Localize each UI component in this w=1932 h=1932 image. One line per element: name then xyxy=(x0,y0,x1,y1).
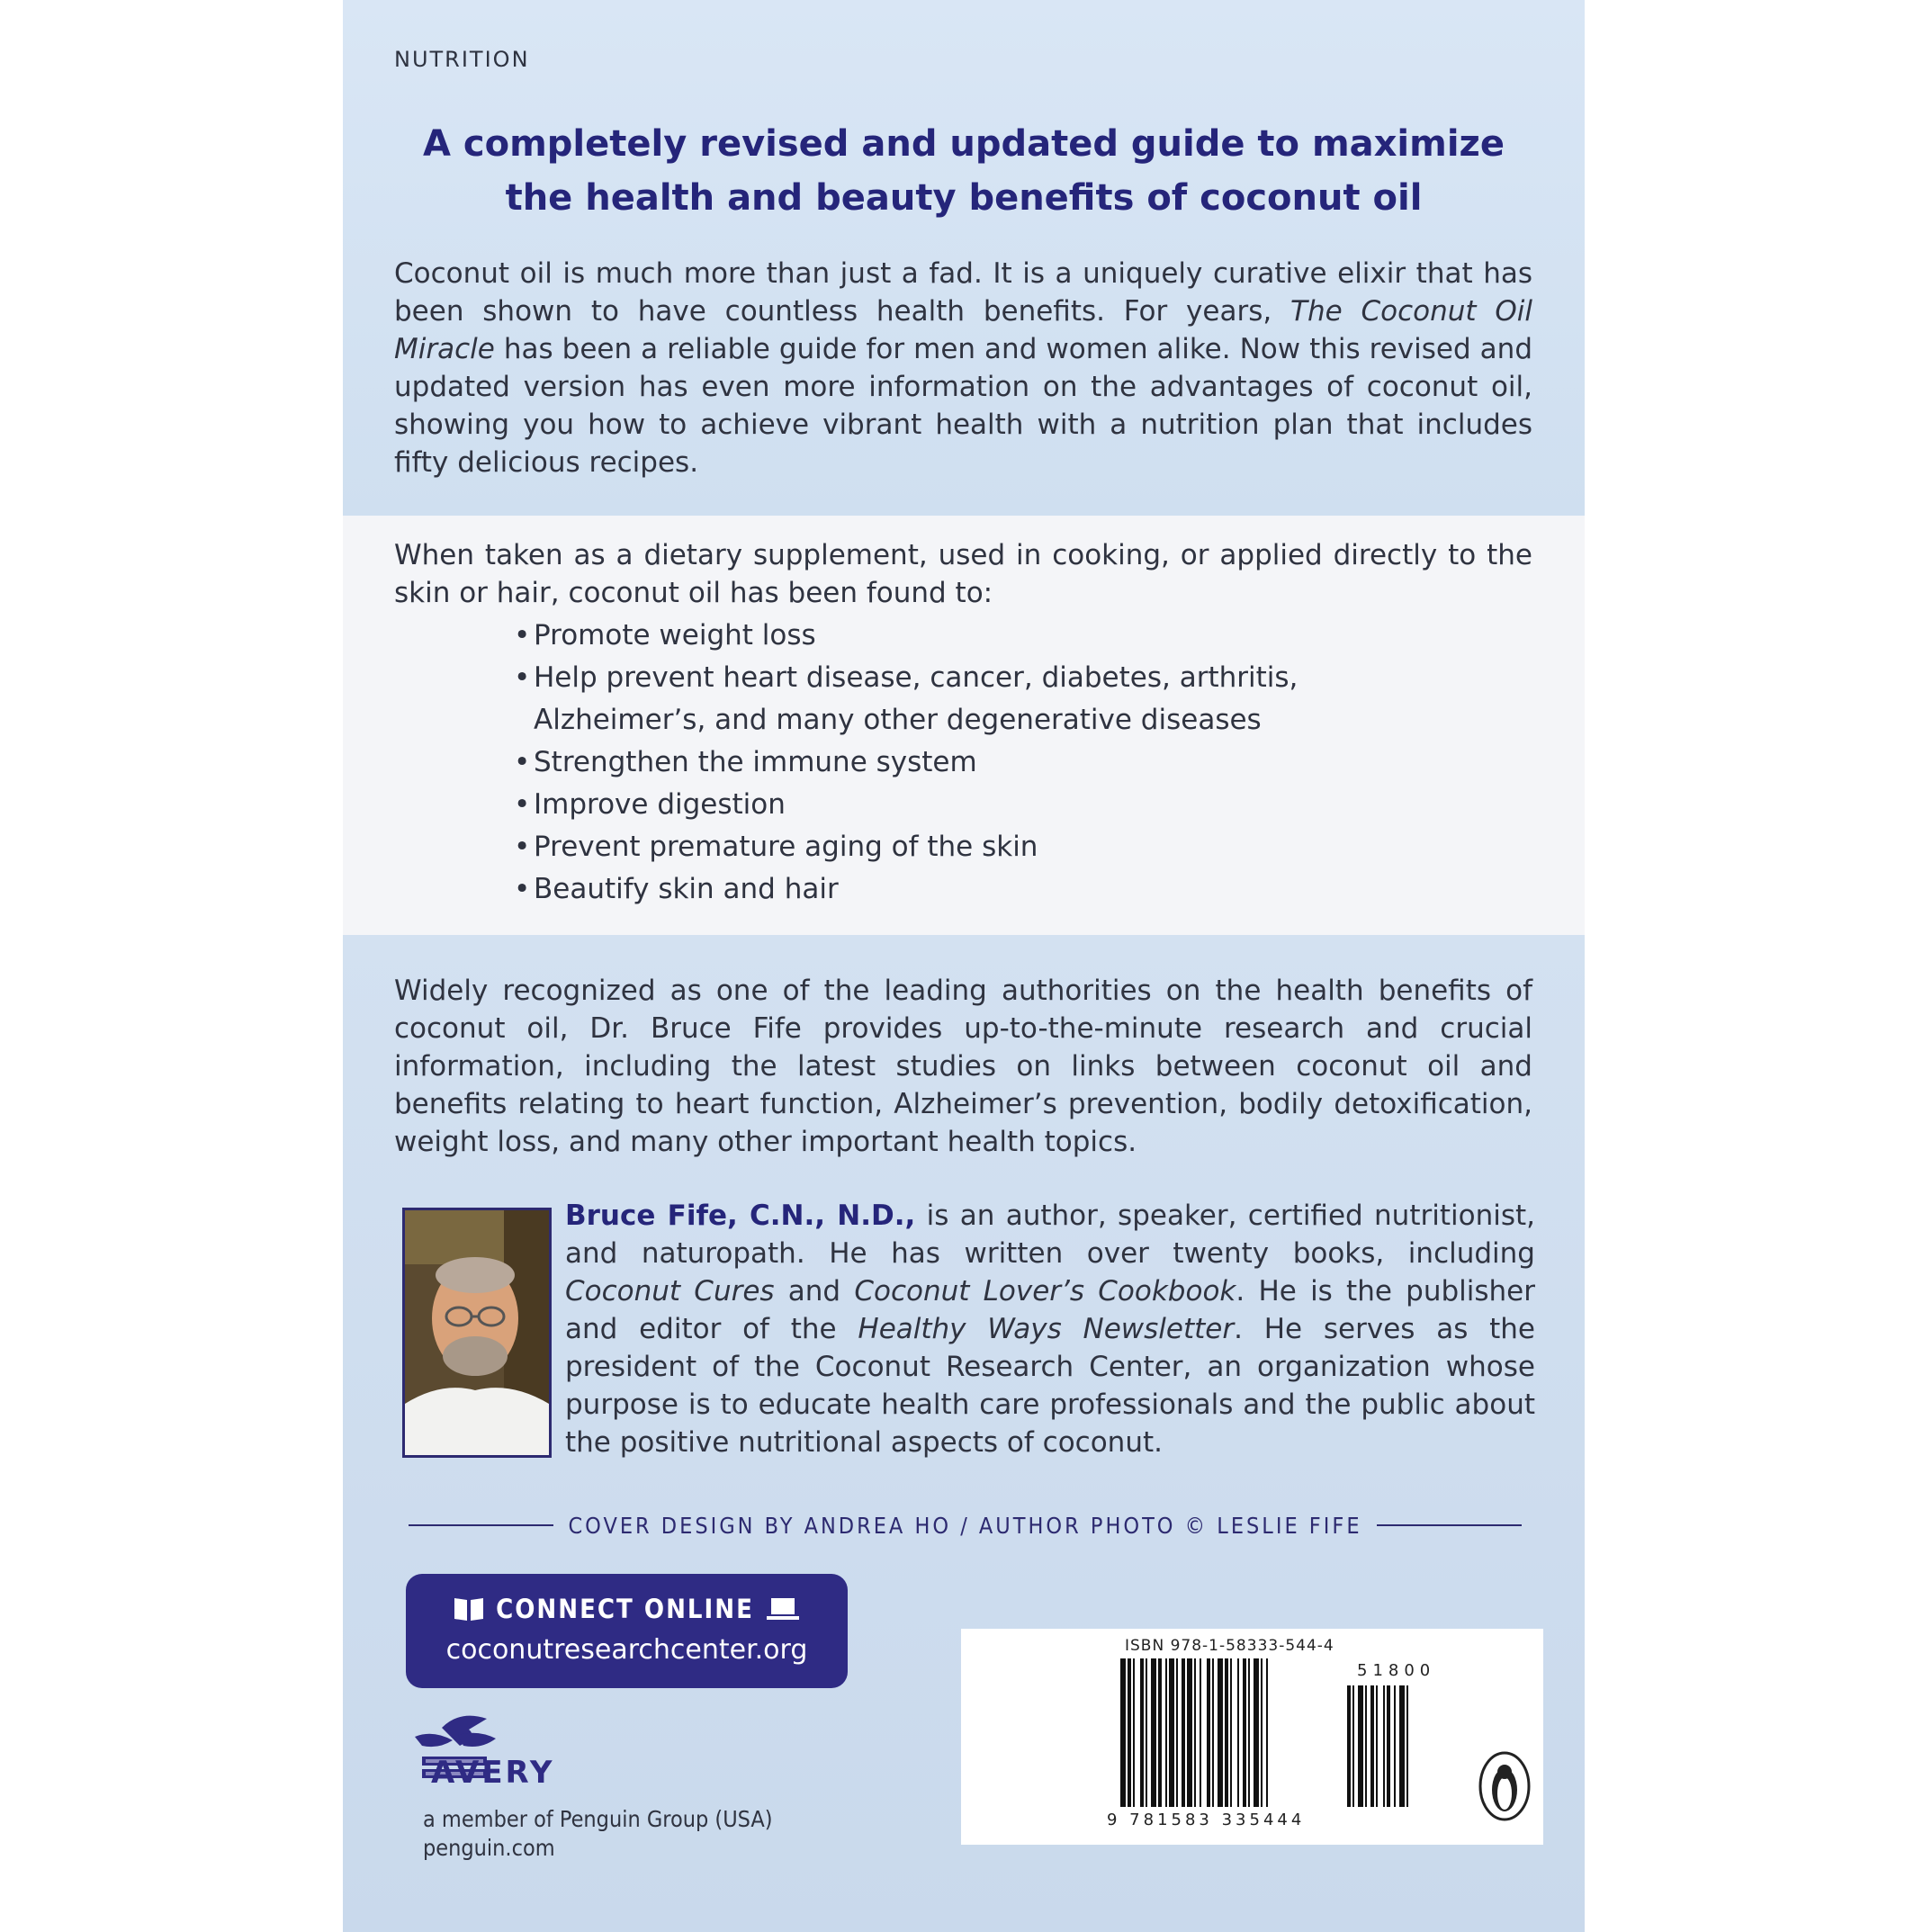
benefit-item: • Help prevent heart disease, cancer, diabetes, arthritis, Alzheimer’s, and many other degenerative diseases xyxy=(514,657,1414,741)
barcode-bar xyxy=(1212,1658,1214,1807)
benefit-item: • Beautify skin and hair xyxy=(514,868,1414,911)
barcode-bar xyxy=(1133,1658,1135,1807)
price-code: 51800 xyxy=(1357,1661,1436,1680)
connect-online-badge[interactable] xyxy=(406,1574,848,1688)
author-name: Bruce Fife, C.N., N.D., xyxy=(565,1200,916,1232)
publisher-line: a member of Penguin Group (USA) xyxy=(423,1806,773,1832)
barcode xyxy=(1120,1658,1480,1811)
publisher-info xyxy=(423,1805,773,1863)
barcode-bar xyxy=(1365,1685,1367,1807)
barcode-bar xyxy=(1370,1685,1374,1807)
book-title: Coconut Cures xyxy=(565,1275,775,1307)
barcode-bar xyxy=(1394,1685,1396,1807)
connect-title-row xyxy=(406,1594,848,1624)
connect-title: CONNECT ONLINE xyxy=(496,1594,754,1624)
newsletter-title: Healthy Ways Newsletter xyxy=(858,1313,1235,1345)
barcode-bar xyxy=(1230,1658,1232,1807)
intro-text-b: has been a reliable guide for men and women alike. Now this revised and updated version has even more information on the advantages of coconut oil, showing you how to achieve vibrant health with a nutrition plan that includes fifty delicious recipes. xyxy=(394,333,1532,479)
divider xyxy=(1377,1524,1522,1526)
barcode-bar xyxy=(1347,1685,1351,1807)
barcode-bar xyxy=(1140,1658,1144,1807)
barcode-bar xyxy=(1165,1658,1167,1807)
author-bio xyxy=(565,1197,1535,1461)
barcode-bar xyxy=(1383,1685,1385,1807)
barcode-bar xyxy=(1387,1685,1390,1807)
headline xyxy=(370,117,1558,225)
laptop-icon xyxy=(765,1595,801,1622)
barcode-bar xyxy=(1266,1658,1268,1807)
publisher-website: penguin.com xyxy=(423,1835,555,1861)
barcode-bar xyxy=(1261,1658,1263,1807)
headline-line-1: A completely revised and updated guide to maximize xyxy=(423,123,1505,165)
barcode-bar xyxy=(1182,1658,1185,1807)
credits-text: COVER DESIGN BY ANDREA HO / AUTHOR PHOTO © LESLIE FIFE xyxy=(568,1512,1362,1539)
barcode-bar xyxy=(1248,1658,1250,1807)
authority-paragraph: Widely recognized as one of the leading authorities on the health benefits of coconut oil, Dr. Bruce Fife provides up-to-the-minute research and crucial information, including the latest studies on links between coconut oil and benefits relating to heart function, Alzheimer’s prevention, bodily detoxification, weight loss, and many other important health topics. xyxy=(394,975,1532,1158)
penguin-logo-icon xyxy=(1478,1750,1532,1822)
benefit-item: • Improve digestion xyxy=(514,784,1414,826)
barcode-bar xyxy=(1358,1685,1363,1807)
barcode-bar xyxy=(1128,1658,1131,1807)
headline-line-2: the health and beauty benefits of coconut oil xyxy=(505,177,1423,219)
category-label: NUTRITION xyxy=(394,47,530,72)
benefit-item: • Strengthen the immune system xyxy=(514,741,1414,784)
isbn-number: ISBN 978-1-58333-544-4 xyxy=(1125,1637,1334,1655)
barcode-bar xyxy=(1399,1685,1405,1807)
barcode-bar xyxy=(1406,1685,1408,1807)
barcode-digits: 9 781583 335444 xyxy=(1107,1811,1306,1829)
barcode-bar xyxy=(1158,1658,1162,1807)
barcode-bar xyxy=(1169,1658,1174,1807)
barcode-bar xyxy=(1218,1658,1223,1807)
barcode-bar xyxy=(1194,1658,1196,1807)
book-back-cover xyxy=(343,0,1585,1932)
book-title: Coconut Lover’s Cookbook xyxy=(854,1275,1236,1307)
bio-text: . He serves as the president of the Coconut Research Center, an organization whose purpose is to educate health care professionals and the public about the positive nutritional aspects of coconut. xyxy=(565,1313,1535,1459)
author-photo xyxy=(402,1208,552,1458)
barcode-bar xyxy=(1187,1658,1192,1807)
website-link[interactable]: coconutresearchcenter.org xyxy=(445,1634,808,1666)
intro-text-a: Coconut oil is much more than just a fad. It is a uniquely curative elixir that has been shown to have countless health benefits. For years, xyxy=(394,257,1532,328)
imprint-name: AVERY xyxy=(431,1755,555,1791)
barcode-bar xyxy=(1200,1658,1201,1807)
barcode-bar xyxy=(1243,1658,1246,1807)
bio-text: . He is the publisher and editor of the xyxy=(565,1275,1536,1345)
barcode-bar xyxy=(1176,1658,1178,1807)
barcode-bar xyxy=(1254,1658,1259,1807)
barcode-bar xyxy=(1225,1658,1228,1807)
book-title: The Coconut Oil Miracle xyxy=(394,295,1532,365)
intro-paragraph xyxy=(394,255,1532,481)
barcode-bar xyxy=(1376,1685,1378,1807)
barcode-bar xyxy=(1352,1685,1354,1807)
bio-text: and xyxy=(774,1275,855,1307)
benefits-list xyxy=(514,615,1414,911)
benefit-item: • Promote weight loss xyxy=(514,615,1414,657)
barcode-bar xyxy=(1207,1658,1210,1807)
barcode-bar xyxy=(1237,1658,1239,1807)
barcode-bar xyxy=(1151,1658,1156,1807)
benefit-item: • Prevent premature aging of the skin xyxy=(514,826,1414,868)
bio-text: is an author, speaker, certified nutritionist, and naturopath. He has written over twenty books, including xyxy=(565,1200,1535,1270)
book-icon xyxy=(453,1595,485,1622)
design-credits xyxy=(409,1510,1522,1541)
author-portrait-icon xyxy=(405,1210,549,1455)
barcode-bar xyxy=(1146,1658,1147,1807)
divider xyxy=(409,1524,553,1526)
barcode-panel xyxy=(961,1629,1543,1845)
benefits-intro: When taken as a dietary supplement, used in cooking, or applied directly to the skin or hair, coconut oil has been found to: xyxy=(394,539,1532,609)
barcode-bar xyxy=(1120,1658,1126,1807)
